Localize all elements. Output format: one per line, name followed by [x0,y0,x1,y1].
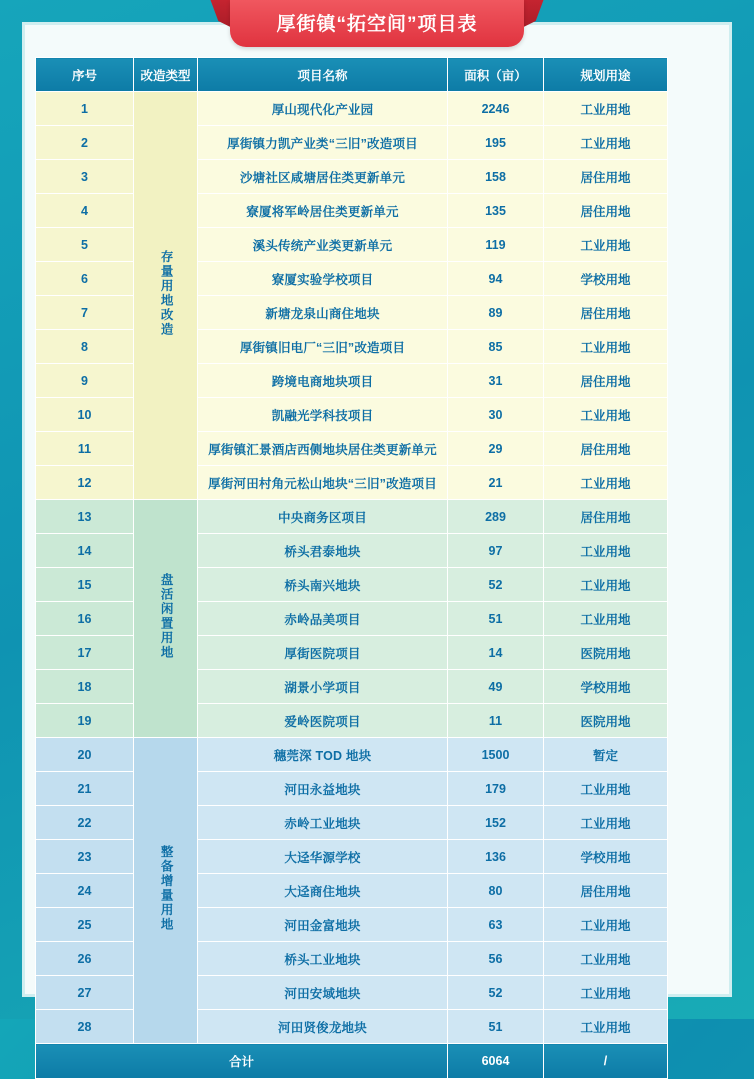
cell-name: 沙塘社区咸塘居住类更新单元 [198,160,448,194]
cell-name: 中央商务区项目 [198,500,448,534]
cell-area: 85 [448,330,544,364]
cell-use: 居住用地 [544,194,668,228]
cell-name: 河田贤俊龙地块 [198,1010,448,1044]
cell-no: 11 [36,432,134,466]
cell-area: 80 [448,874,544,908]
cell-area: 51 [448,602,544,636]
cell-area: 14 [448,636,544,670]
table-row [36,738,668,772]
table-row [36,704,668,738]
cell-area: 195 [448,126,544,160]
cell-area: 136 [448,840,544,874]
table-footer [36,1044,668,1079]
cell-group-type [134,738,198,1044]
group-type-label: 整备增量用地 [159,844,174,932]
table-row [36,364,668,398]
cell-use: 工业用地 [544,942,668,976]
cell-use: 居住用地 [544,364,668,398]
table-row [36,92,668,126]
total-label: 合计 [36,1044,448,1079]
cell-no: 12 [36,466,134,500]
cell-no: 27 [36,976,134,1010]
cell-use: 居住用地 [544,432,668,466]
cell-name: 大迳华源学校 [198,840,448,874]
cell-no: 7 [36,296,134,330]
table-row [36,874,668,908]
cell-area: 52 [448,568,544,602]
table-row [36,432,668,466]
col-header-area: 面积（亩） [448,58,544,92]
table-row [36,976,668,1010]
col-header-use: 规划用途 [544,58,668,92]
cell-no: 22 [36,806,134,840]
cell-use: 工业用地 [544,228,668,262]
table-row [36,942,668,976]
cell-no: 13 [36,500,134,534]
total-area: 6064 [448,1044,544,1079]
cell-name: 桥头君泰地块 [198,534,448,568]
col-header-type: 改造类型 [134,58,198,92]
cell-name: 赤岭工业地块 [198,806,448,840]
cell-no: 15 [36,568,134,602]
cell-no: 17 [36,636,134,670]
cell-use: 工业用地 [544,568,668,602]
cell-area: 2246 [448,92,544,126]
cell-use: 工业用地 [544,1010,668,1044]
table-row [36,398,668,432]
cell-area: 56 [448,942,544,976]
table-row [36,262,668,296]
cell-name: 湖景小学项目 [198,670,448,704]
cell-use: 工业用地 [544,330,668,364]
cell-name: 厚街河田村角元松山地块“三旧”改造项目 [198,466,448,500]
cell-area: 21 [448,466,544,500]
cell-name: 厚街医院项目 [198,636,448,670]
cell-area: 11 [448,704,544,738]
cell-name: 寮厦实验学校项目 [198,262,448,296]
page-title: 厚街镇“拓空间”项目表 [230,0,523,47]
project-table-area [35,57,667,1079]
cell-use: 工业用地 [544,466,668,500]
cell-no: 2 [36,126,134,160]
cell-name: 新塘龙泉山商住地块 [198,296,448,330]
cell-no: 8 [36,330,134,364]
table-group-idle-land [36,500,668,738]
total-use: / [544,1044,668,1079]
cell-use: 工业用地 [544,908,668,942]
cell-use: 居住用地 [544,160,668,194]
cell-no: 3 [36,160,134,194]
cell-area: 152 [448,806,544,840]
table-row [36,330,668,364]
table-group-existing-land [36,92,668,500]
cell-area: 29 [448,432,544,466]
cell-area: 179 [448,772,544,806]
cell-use: 工业用地 [544,806,668,840]
table-row [36,534,668,568]
table-row [36,194,668,228]
table-row [36,840,668,874]
cell-use: 学校用地 [544,262,668,296]
table-row [36,1010,668,1044]
cell-area: 89 [448,296,544,330]
cell-name: 桥头工业地块 [198,942,448,976]
cell-use: 工业用地 [544,534,668,568]
table-header-row [36,58,668,92]
table-row [36,568,668,602]
cell-no: 10 [36,398,134,432]
cell-use: 居住用地 [544,296,668,330]
cell-no: 25 [36,908,134,942]
cell-no: 14 [36,534,134,568]
cell-name: 爱岭医院项目 [198,704,448,738]
cell-use: 居住用地 [544,874,668,908]
table-row [36,126,668,160]
table-row [36,602,668,636]
cell-use: 工业用地 [544,92,668,126]
cell-group-type [134,500,198,738]
cell-name: 溪头传统产业类更新单元 [198,228,448,262]
cell-no: 18 [36,670,134,704]
cell-name: 凯融光学科技项目 [198,398,448,432]
title-banner-wrapper [0,0,754,46]
cell-name: 厚街镇力凯产业类“三旧”改造项目 [198,126,448,160]
cell-use: 学校用地 [544,840,668,874]
cell-use: 工业用地 [544,126,668,160]
cell-use: 居住用地 [544,500,668,534]
cell-name: 赤岭品美项目 [198,602,448,636]
table-row [36,636,668,670]
cell-no: 20 [36,738,134,772]
cell-no: 16 [36,602,134,636]
cell-area: 158 [448,160,544,194]
cell-no: 19 [36,704,134,738]
table-row [36,908,668,942]
cell-name: 厚街镇旧电厂“三旧”改造项目 [198,330,448,364]
cell-no: 4 [36,194,134,228]
cell-group-type [134,92,198,500]
table-row [36,670,668,704]
cell-name: 桥头南兴地块 [198,568,448,602]
group-type-label: 存量用地改造 [159,249,174,337]
cell-no: 9 [36,364,134,398]
cell-name: 河田永益地块 [198,772,448,806]
col-header-no: 序号 [36,58,134,92]
cell-name: 寮厦将军岭居住类更新单元 [198,194,448,228]
table-header [36,58,668,92]
table-row [36,772,668,806]
cell-no: 24 [36,874,134,908]
cell-use: 学校用地 [544,670,668,704]
cell-area: 97 [448,534,544,568]
cell-area: 51 [448,1010,544,1044]
cell-no: 28 [36,1010,134,1044]
table-row [36,806,668,840]
cell-use: 医院用地 [544,704,668,738]
cell-name: 穗莞深 TOD 地块 [198,738,448,772]
cell-use: 暂定 [544,738,668,772]
cell-area: 63 [448,908,544,942]
cell-use: 工业用地 [544,602,668,636]
cell-use: 医院用地 [544,636,668,670]
table-group-incremental-land [36,738,668,1044]
cell-area: 135 [448,194,544,228]
cell-area: 49 [448,670,544,704]
cell-no: 5 [36,228,134,262]
cell-use: 工业用地 [544,772,668,806]
cell-use: 工业用地 [544,976,668,1010]
cell-area: 1500 [448,738,544,772]
cell-use: 工业用地 [544,398,668,432]
cell-area: 30 [448,398,544,432]
table-row [36,228,668,262]
cell-area: 31 [448,364,544,398]
project-table [35,57,668,1079]
cell-no: 6 [36,262,134,296]
cell-name: 河田金富地块 [198,908,448,942]
cell-area: 119 [448,228,544,262]
cell-name: 厚街镇汇景酒店西侧地块居住类更新单元 [198,432,448,466]
cell-no: 26 [36,942,134,976]
cell-name: 大迳商住地块 [198,874,448,908]
cell-area: 94 [448,262,544,296]
group-type-label: 盘活闲置用地 [159,572,174,660]
cell-name: 跨境电商地块项目 [198,364,448,398]
cell-no: 1 [36,92,134,126]
cell-name: 河田安域地块 [198,976,448,1010]
table-total-row [36,1044,668,1079]
table-row [36,466,668,500]
table-row [36,500,668,534]
cell-area: 52 [448,976,544,1010]
cell-area: 289 [448,500,544,534]
table-row [36,296,668,330]
cell-name: 厚山现代化产业园 [198,92,448,126]
cell-no: 23 [36,840,134,874]
cell-no: 21 [36,772,134,806]
col-header-name: 项目名称 [198,58,448,92]
table-row [36,160,668,194]
